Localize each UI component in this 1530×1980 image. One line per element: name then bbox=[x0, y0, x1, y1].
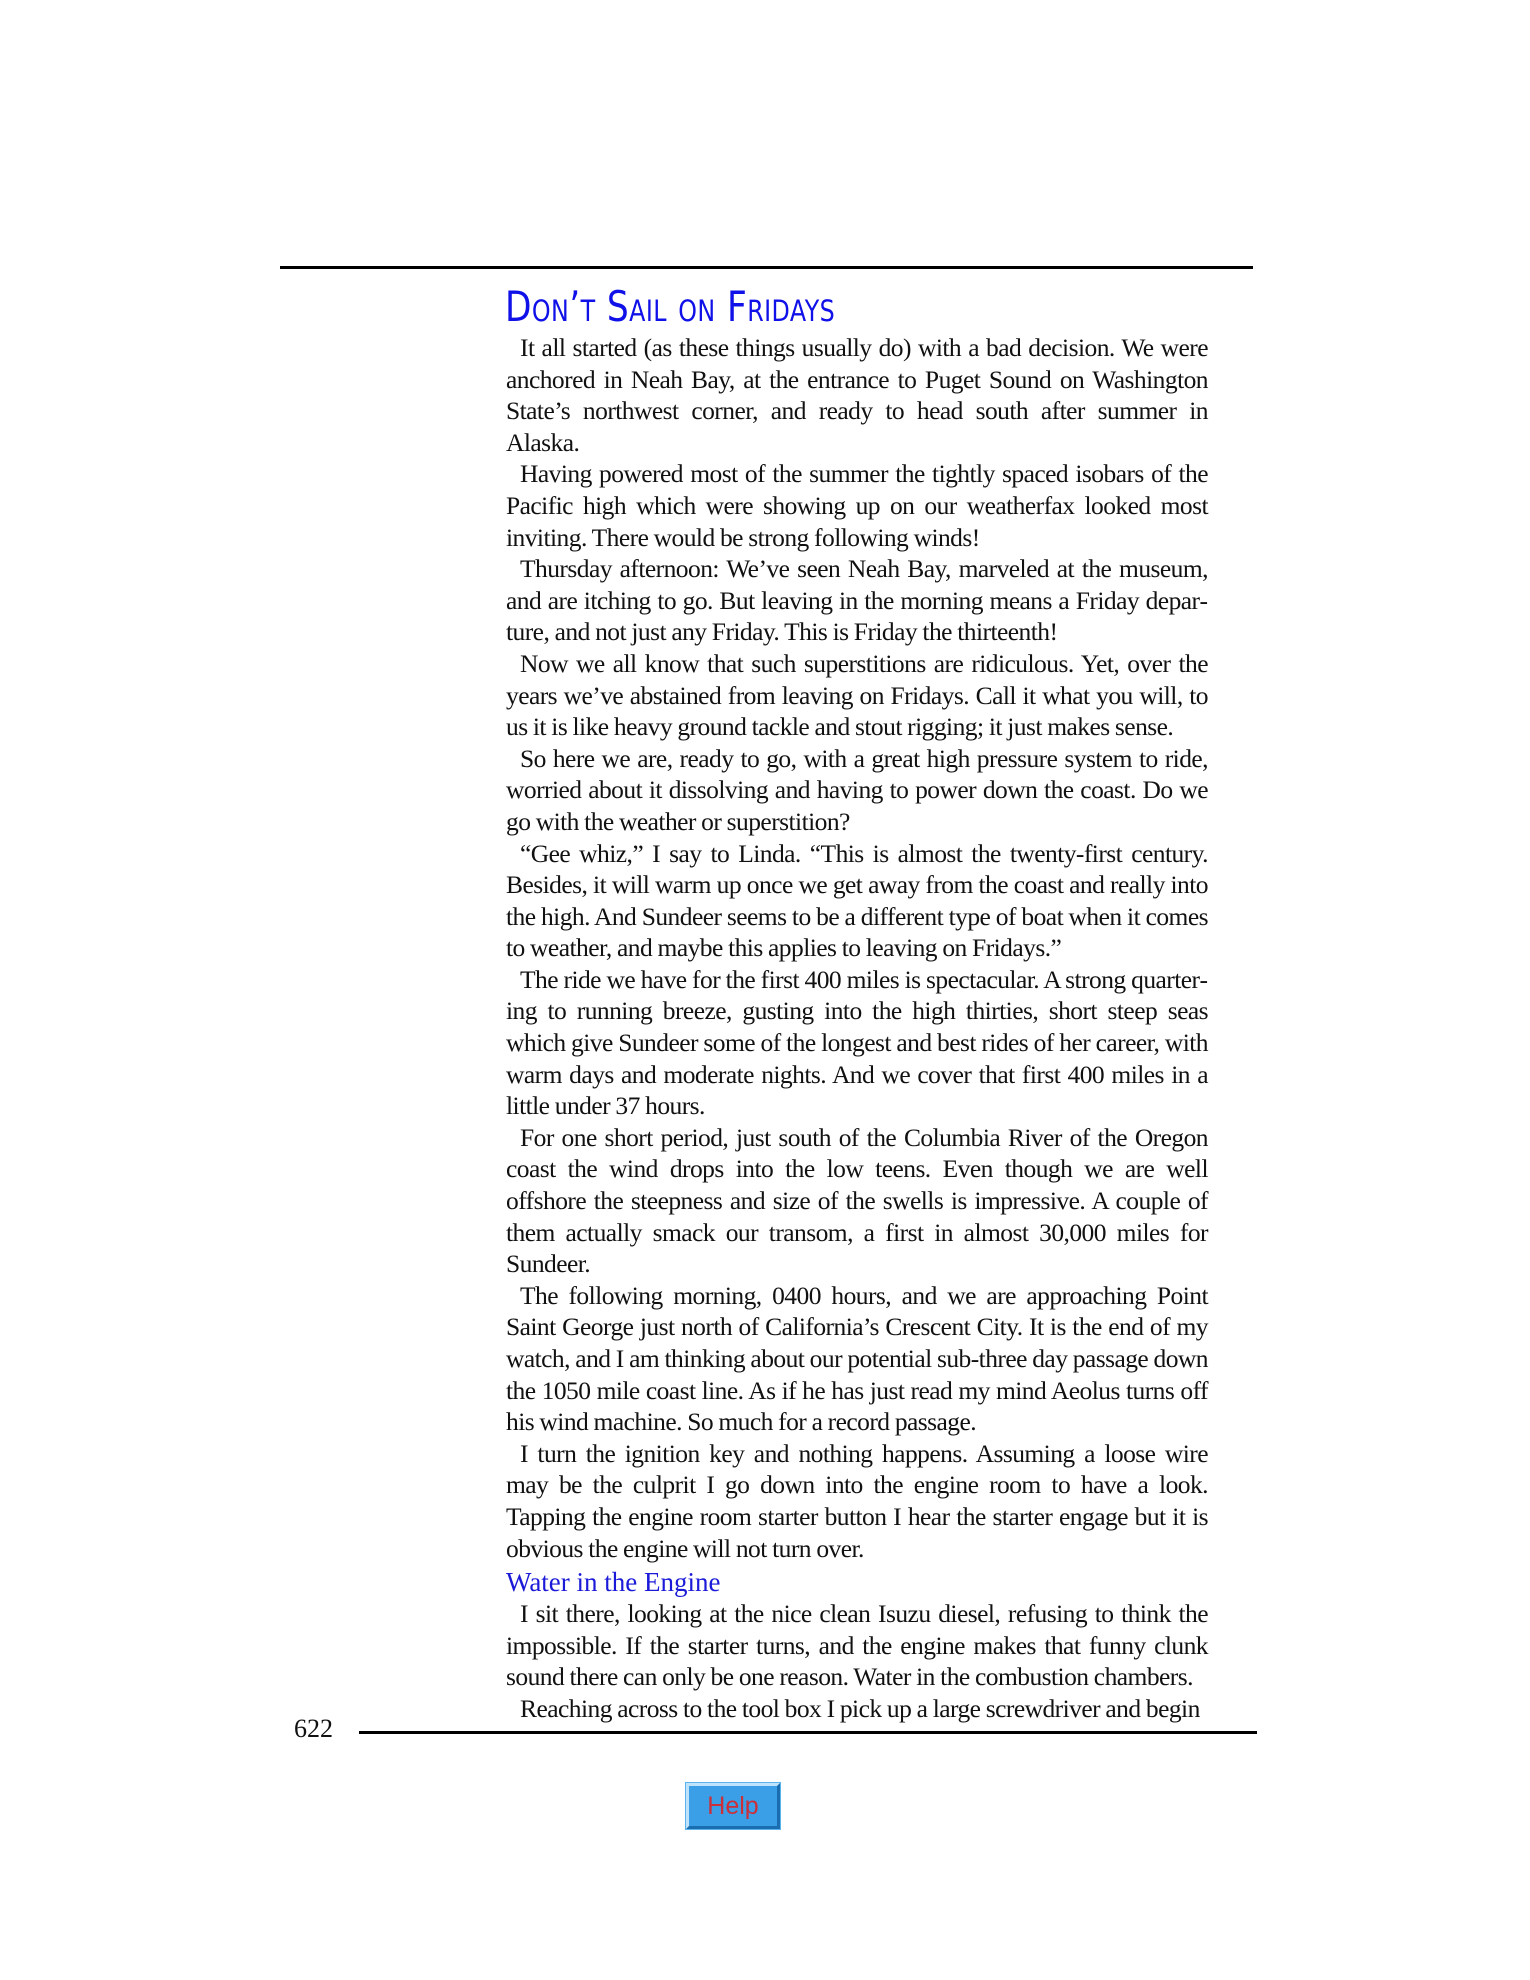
paragraph: So here we are, ready to go, with a great high pressure system to ride, worried about it dissolving and having to power down the coast. Do we go with the weather or superstition? bbox=[506, 743, 1208, 836]
paragraph: For one short period, just south of the Columbia River of the Oregon coast the wind drops into the low teens. Even though we are well offshore the steepness and size of the swells is impressive. A couple of them actually smack our transom, a first in almost 30,000 miles for Sundeer. bbox=[506, 1122, 1208, 1279]
paragraph: Thursday afternoon: We’ve seen Neah Bay, marveled at the museum, and are itching to go. But leaving in the morning means a Friday departure, and not just any Friday. This is Friday the thirteenth! bbox=[506, 554, 1208, 647]
paragraph: Reaching across to the tool box I pick up a large screwdriver and begin bbox=[520, 1693, 1200, 1723]
help-button[interactable] bbox=[686, 1783, 780, 1829]
page-title: Don’t Sail on Fridays bbox=[505, 282, 836, 331]
section-subhead: Water in the Engine bbox=[506, 1567, 721, 1598]
paragraph: The ride we have for the first 400 miles is spectacular. A strong quartering to running breeze, gusting into the high thirties, short steep seas which give Sundeer some of the longest and best rides of her career, with warm days and moderate nights. And we cover that first 400 miles in a little under 37 hours. bbox=[506, 964, 1208, 1121]
paragraph: It all started (as these things usually do) with a bad decision. We were anchored in Neah Bay, at the entrance to Puget Sound on Washington State’s northwest corner, and ready to head south after summer in Alaska. bbox=[506, 333, 1208, 457]
paragraph: “Gee whiz,” I say to Linda. “This is almost the twenty-first century. Besides, it will warm up once we get away from the coast and really into the high. And Sundeer seems to be a different type of boat when it comes to weather, and maybe this applies to leaving on Fridays.” bbox=[506, 838, 1208, 963]
paragraph: Having powered most of the summer the tightly spaced isobars of the Pacific high which were showing up on our weatherfax looked most inviting. There would be strong following winds! bbox=[506, 459, 1208, 552]
top-rule bbox=[280, 266, 1253, 269]
paragraph: I turn the ignition key and nothing happens. Assuming a loose wire may be the culprit I go down into the engine room to have a look. Tapping the engine room starter button I hear the starter engage but it is obvious the engine will not turn over. bbox=[506, 1438, 1208, 1563]
paragraph: The following morning, 0400 hours, and we are approaching Point Saint George just north of California’s Crescent City. It is the end of my watch, and I am thinking about our potential sub-three day passage down the 1050 mile coast line. As if he has just read my mind Aeolus turns off his wind machine. So much for a record passage. bbox=[506, 1280, 1208, 1437]
body-column bbox=[506, 332, 1208, 1725]
bottom-rule bbox=[359, 1731, 1257, 1734]
paragraph: Now we all know that such superstitions are ridiculous. Yet, over the years we’ve abstained from leaving on Fridays. Call it what you will, to us it is like heavy ground tackle and stout rigging; it just makes sense. bbox=[506, 648, 1208, 742]
help-button-label: Help bbox=[707, 1791, 759, 1820]
paragraph: I sit there, looking at the nice clean Isuzu diesel, refusing to think the impossible. If the starter turns, and the engine makes that funny clunk sound there can only be one reason. Water in the combustion chambers. bbox=[506, 1599, 1208, 1692]
page-number: 622 bbox=[294, 1714, 333, 1743]
